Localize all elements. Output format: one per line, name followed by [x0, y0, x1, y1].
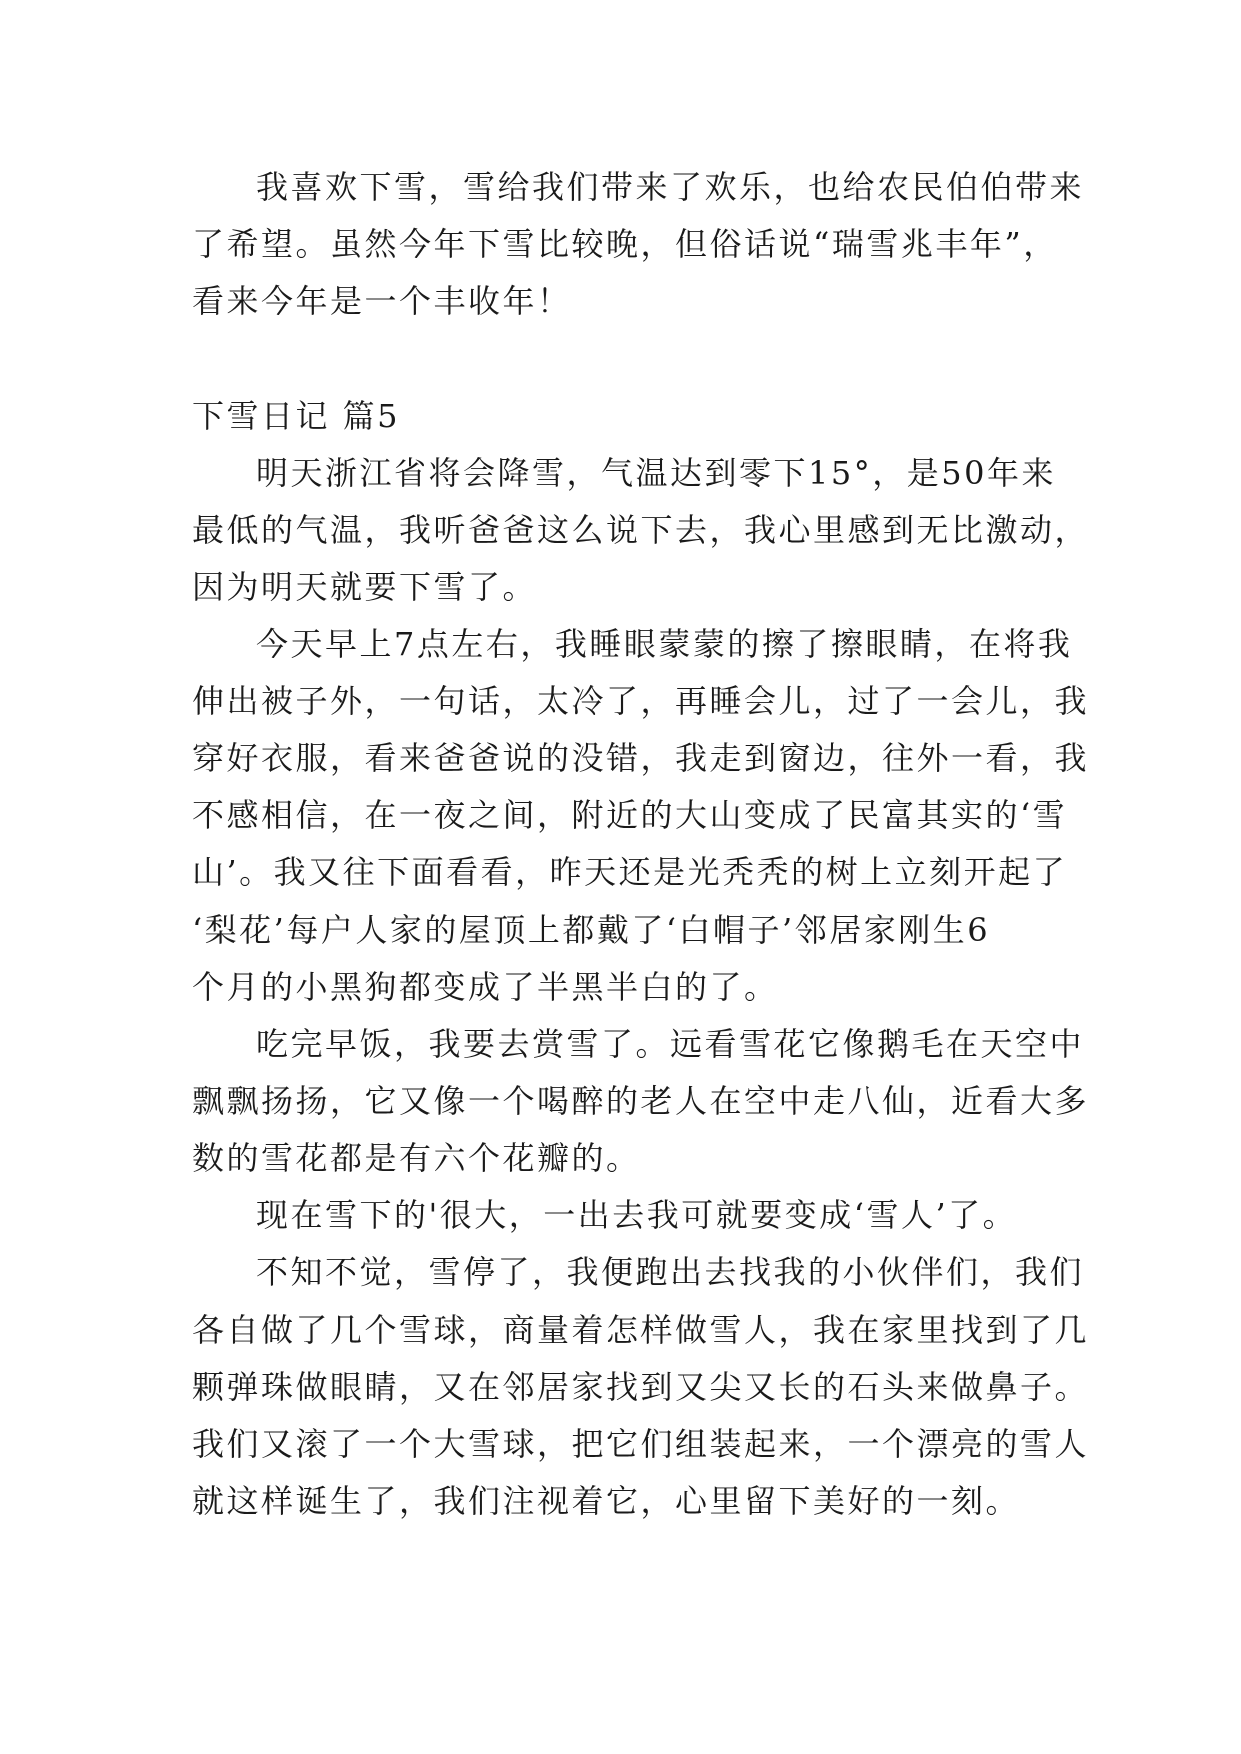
text-line: 伸出被子外，一句话，太冷了，再睡会儿，过了一会儿，我	[192, 682, 1090, 720]
text-line: 数的雪花都是有六个花瓣的。	[192, 1139, 641, 1177]
text-line: 今天早上7点左右，我睡眼蒙蒙的擦了擦眼睛，在将我	[256, 625, 1073, 663]
section-heading: 下雪日记 篇5	[192, 397, 401, 435]
text-line: 个月的小黑狗都变成了半黑半白的了。	[192, 968, 779, 1006]
text-line: 我喜欢下雪，雪给我们带来了欢乐，也给农民伯伯带来	[256, 168, 1085, 206]
text-line: 飘飘扬扬，它又像一个喝醉的老人在空中走八仙，近看大多	[192, 1082, 1090, 1120]
text-line: 不知不觉，雪停了，我便跑出去找我的小伙伴们，我们	[256, 1253, 1085, 1291]
text-line: 因为明天就要下雪了。	[192, 568, 538, 606]
text-line: 山’。我又往下面看看，昨天还是光秃秃的树上立刻开起了	[192, 853, 1068, 891]
text-line: 颗弹珠做眼睛，又在邻居家找到又尖又长的石头来做鼻子。	[192, 1368, 1090, 1406]
text-line: 各自做了几个雪球，商量着怎样做雪人，我在家里找到了几	[192, 1311, 1090, 1349]
text-line: 最低的气温，我听爸爸这么说下去，我心里感到无比激动，	[192, 511, 1090, 549]
text-line: 明天浙江省将会降雪，气温达到零下15°，是50年来	[256, 454, 1056, 492]
text-line: 就这样诞生了，我们注视着它，心里留下美好的一刻。	[192, 1482, 1021, 1520]
text-line: 吃完早饭，我要去赏雪了。远看雪花它像鹅毛在天空中	[256, 1025, 1085, 1063]
text-line: 不感相信，在一夜之间，附近的大山变成了民富其实的‘雪	[192, 796, 1068, 834]
text-line: 现在雪下的'很大，一出去我可就要变成‘雪人’了。	[256, 1196, 1018, 1234]
text-line: ‘梨花’每户人家的屋顶上都戴了‘白帽子’邻居家刚生6	[192, 911, 991, 949]
text-line: 我们又滚了一个大雪球，把它们组装起来，一个漂亮的雪人	[192, 1425, 1090, 1463]
text-line: 了希望。虽然今年下雪比较晚，但俗话说“瑞雪兆丰年”，	[192, 225, 1058, 263]
text-line: 穿好衣服，看来爸爸说的没错，我走到窗边，往外一看，我	[192, 739, 1090, 777]
text-line: 看来今年是一个丰收年！	[192, 282, 572, 320]
